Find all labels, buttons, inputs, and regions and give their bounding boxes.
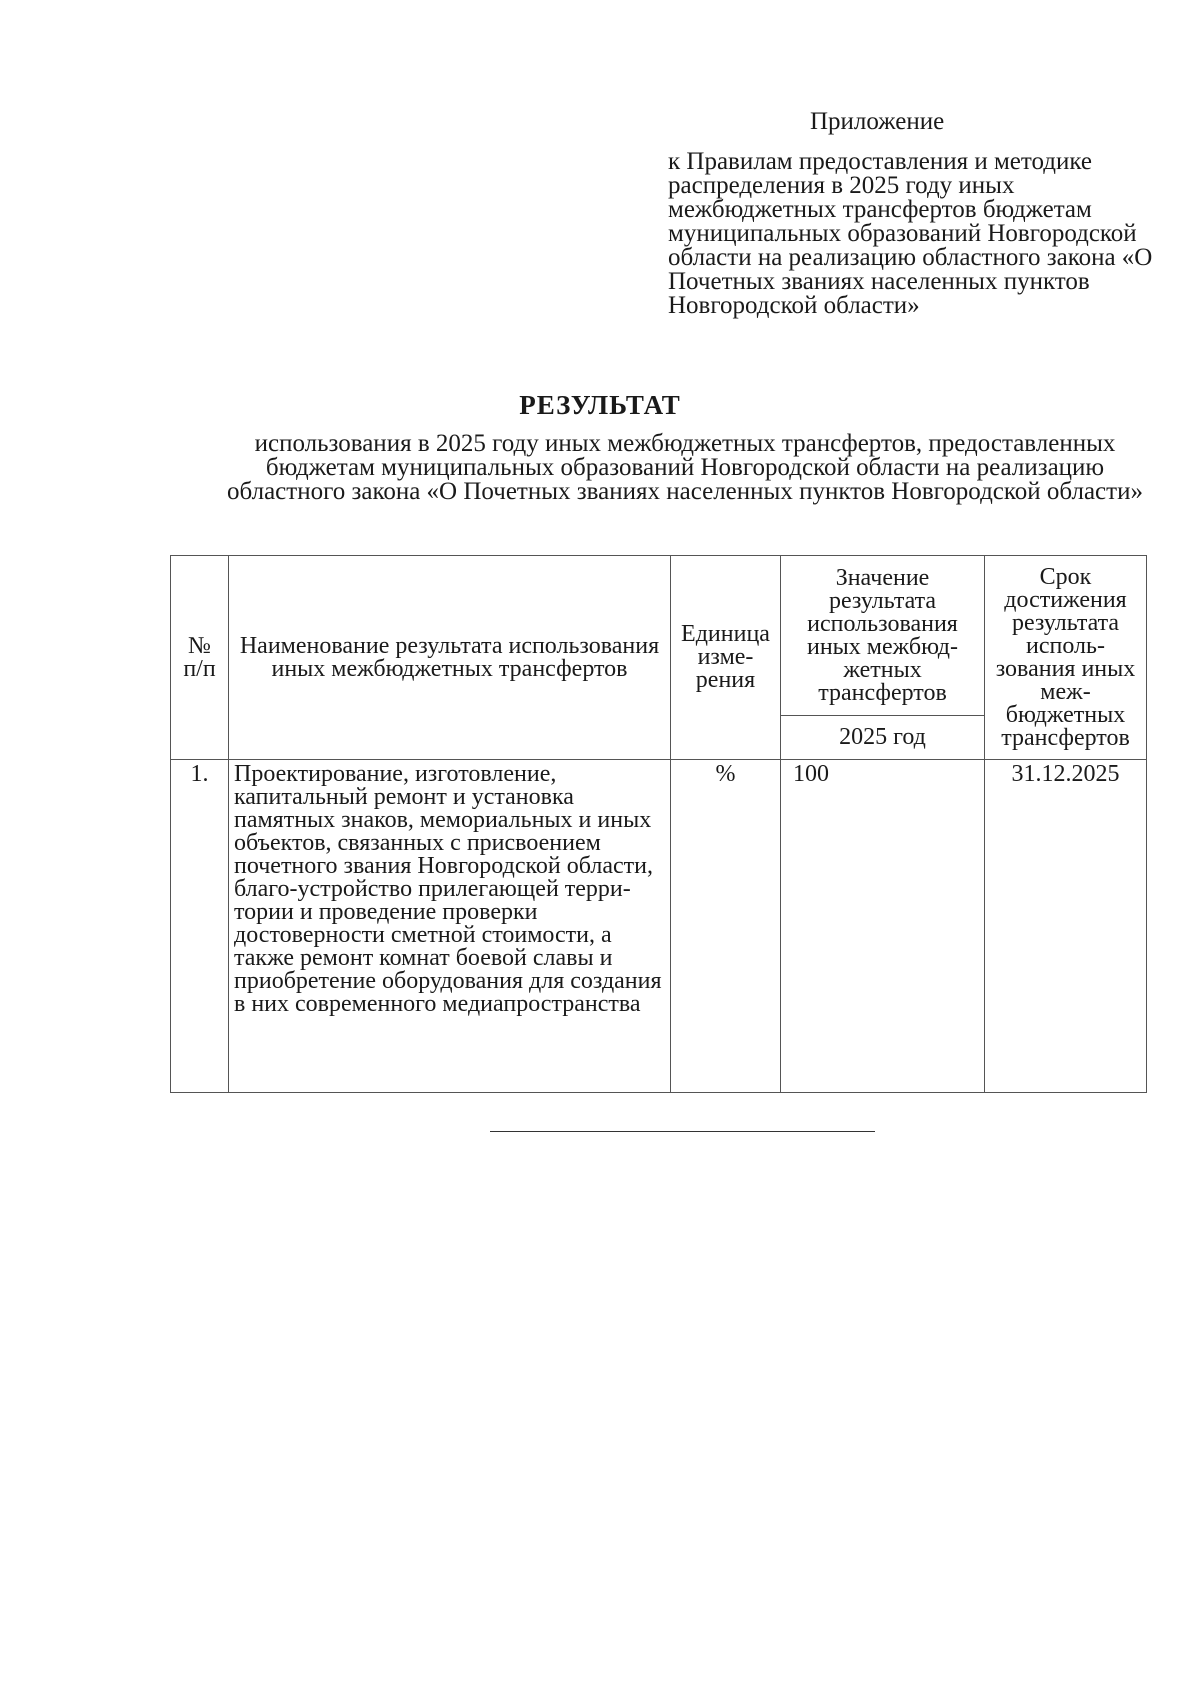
header-deadline: Срок достижения результата исполь-зования иных меж-бюджетных трансфертов — [985, 556, 1147, 760]
row-unit: % — [671, 760, 781, 1093]
end-divider — [490, 1131, 875, 1132]
row-num: 1. — [171, 760, 229, 1093]
header-num: № п/п — [171, 556, 229, 760]
row-deadline: 31.12.2025 — [985, 760, 1147, 1093]
row-value: 100 — [781, 760, 985, 1093]
result-table — [170, 555, 1147, 1093]
header-name: Наименование результата использования иных межбюджетных трансфертов — [229, 556, 671, 760]
document-heading: РЕЗУЛЬТАТ — [519, 390, 681, 420]
table-row — [171, 760, 1147, 1093]
header-year: 2025 год — [781, 716, 985, 760]
document-subtitle: использования в 2025 году иных межбюджетных трансфертов, предоставленных бюджетам муниципальных образований Новгородской области на реализацию областного закона «О Почетных званиях населенных пунктов Новгородской области» — [227, 430, 1143, 505]
appendix-text: к Правилам предоставления и методике распределения в 2025 году иных межбюджетных трансфертов бюджетам муниципальных образований Новгородской области на реализацию областного закона «О Почетных званиях населенных пунктов Новгородской области» — [668, 148, 1153, 319]
header-value: Значение результата использования иных межбюд-жетных трансфертов — [781, 556, 985, 716]
row-name: Проектирование, изготовление, капитальный ремонт и установка памятных знаков, мемориальных и иных объектов, связанных с присвоением почетного звания Новгородской области, благо-устройство прилегающей терри-тории и проведение проверки достоверности сметной стоимости, а также ремонт комнат боевой славы и приобретение оборудования для создания в них современного медиапространства — [229, 760, 671, 1093]
header-unit: Единица изме-рения — [671, 556, 781, 760]
appendix-title: Приложение — [810, 108, 945, 135]
